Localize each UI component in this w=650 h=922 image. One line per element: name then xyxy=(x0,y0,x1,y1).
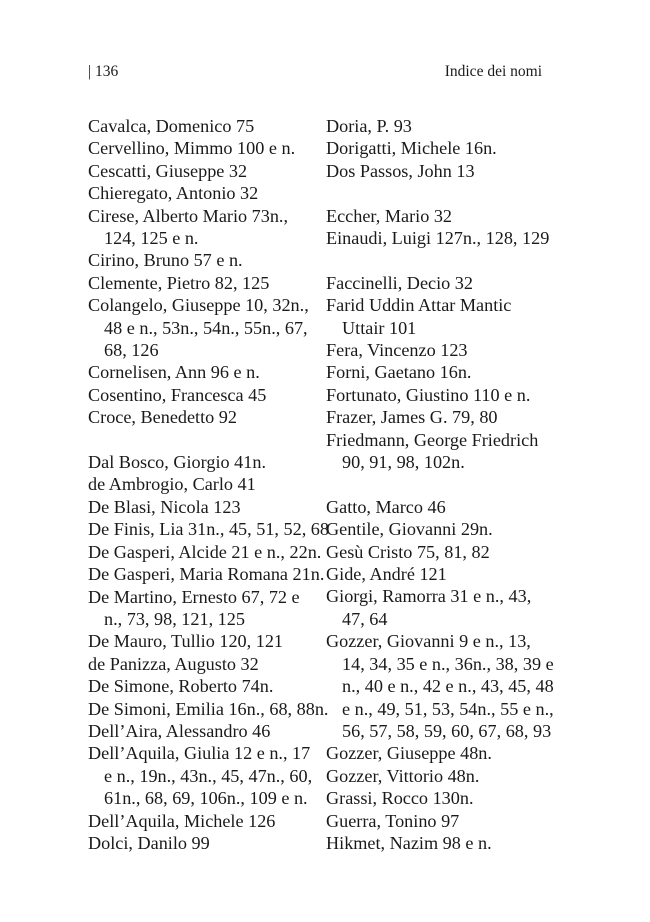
index-entry xyxy=(326,137,552,159)
index-entry-text: Dell’Aquila, Michele 126 xyxy=(88,810,276,831)
index-entry-continuation: Uttair 101 xyxy=(342,317,417,338)
index-entry-text: Doria, P. 93 xyxy=(326,116,412,136)
index-entry-text: De Finis, Lia 31n., 45, 51, 52, 68 xyxy=(88,519,329,540)
index-entry-text: Gide, André 121 xyxy=(326,564,447,585)
index-entry xyxy=(88,473,313,495)
index-entry xyxy=(326,429,552,474)
index-entry xyxy=(326,361,552,383)
index-entry xyxy=(326,227,552,249)
index-entry xyxy=(88,384,313,406)
index-entry-text: Cervellino, Mimmo 100 e n. xyxy=(88,138,296,159)
index-entry-text: De Simone, Roberto 74n. xyxy=(88,676,274,697)
index-entry-continuation: 68, 126 xyxy=(104,340,159,361)
index-entry xyxy=(88,810,313,832)
index-entry-continuation: 90, 91, 98, 102n. xyxy=(342,452,465,473)
index-entry-continuation: 48 e n., 53n., 54n., 55n., 67, xyxy=(104,317,308,338)
index-entry-text: Fortunato, Giustino 110 e n. xyxy=(326,384,531,405)
index-entry-text: Cirino, Bruno 57 e n. xyxy=(88,250,243,271)
index-entry xyxy=(326,742,552,764)
index-entry-continuation: 56, 57, 58, 59, 60, 67, 68, 93 xyxy=(342,720,552,741)
index-entry-text: Cavalca, Domenico 75 xyxy=(88,116,255,136)
index-entry-text: Dorigatti, Michele 16n. xyxy=(326,138,497,159)
index-entry xyxy=(88,518,329,540)
index-entry xyxy=(88,361,313,383)
index-entry-continuation: e n., 49, 51, 53, 54n., 55 e n., xyxy=(342,698,554,719)
index-entry xyxy=(326,160,552,182)
index-entry-text: de Ambrogio, Carlo 41 xyxy=(88,474,256,495)
index-entry-continuation: 47, 64 xyxy=(342,608,388,629)
index-entry-text: Faccinelli, Decio 32 xyxy=(326,272,473,293)
index-column-right xyxy=(326,115,552,854)
index-entry xyxy=(326,294,552,339)
index-entry-text: Dos Passos, John 13 xyxy=(326,160,475,181)
index-entry xyxy=(88,496,313,518)
index-entry-text: De Gasperi, Alcide 21 e n., 22n. xyxy=(88,541,322,562)
index-entry xyxy=(326,630,552,742)
index-entry xyxy=(88,720,313,742)
index-entry-continuation: n., 73, 98, 121, 125 xyxy=(104,608,245,629)
index-entry xyxy=(88,182,313,204)
index-letter-group xyxy=(326,496,552,855)
index-entry-text: De Blasi, Nicola 123 xyxy=(88,496,241,517)
index-entry-text: Dal Bosco, Giorgio 41n. xyxy=(88,452,266,473)
index-entry-text: Gozzer, Vittorio 48n. xyxy=(326,765,480,786)
index-entry-text: Grassi, Rocco 130n. xyxy=(326,788,474,809)
index-entry xyxy=(88,563,325,585)
index-entry xyxy=(326,518,552,540)
index-entry xyxy=(326,384,552,406)
index-entry xyxy=(88,205,313,250)
index-entry xyxy=(88,832,313,854)
index-entry-text: Hikmet, Nazim 98 e n. xyxy=(326,832,492,853)
index-entry-text: Gozzer, Giuseppe 48n. xyxy=(326,743,492,764)
index-entry xyxy=(326,563,552,585)
index-entry xyxy=(88,742,313,809)
index-entry-text: De Martino, Ernesto 67, 72 e xyxy=(88,586,300,607)
index-entry-text: Cescatti, Giuseppe 32 xyxy=(88,160,248,181)
index-entry-text: Gozzer, Giovanni 9 e n., 13, xyxy=(326,631,531,652)
index-entry xyxy=(88,630,313,652)
index-letter-group xyxy=(326,272,552,474)
index-entry-text: Cosentino, Francesca 45 xyxy=(88,384,267,405)
index-entry xyxy=(88,272,313,294)
index-entry-text: Forni, Gaetano 16n. xyxy=(326,362,472,383)
index-entry xyxy=(326,765,552,787)
index-entry xyxy=(326,205,552,227)
index-entry xyxy=(88,294,313,361)
running-header xyxy=(88,60,542,84)
index-entry-text: Cirese, Alberto Mario 73n., xyxy=(88,205,289,226)
index-entry xyxy=(326,810,552,832)
index-entry-continuation: 14, 34, 35 e n., 36n., 38, 39 e xyxy=(342,653,554,674)
index-entry-text: Guerra, Tonino 97 xyxy=(326,810,460,831)
index-entry-text: Frazer, James G. 79, 80 xyxy=(326,407,498,428)
index-entry-text: Clemente, Pietro 82, 125 xyxy=(88,272,270,293)
index-entry xyxy=(326,496,552,518)
index-entry-text: Fera, Vincenzo 123 xyxy=(326,340,468,361)
index-entry xyxy=(326,339,552,361)
index-entry-continuation: 124, 125 e n. xyxy=(104,228,199,249)
index-entry-text: Gesù Cristo 75, 81, 82 xyxy=(326,541,490,562)
index-entry-text: Colangelo, Giuseppe 10, 32n., xyxy=(88,295,309,316)
index-entry xyxy=(326,832,552,854)
index-entry xyxy=(88,698,329,720)
index-entry xyxy=(88,541,322,563)
index-entry xyxy=(88,137,313,159)
index-entry-text: Einaudi, Luigi 127n., 128, 129 xyxy=(326,228,550,249)
index-entry-text: Dolci, Danilo 99 xyxy=(88,832,210,853)
index-entry xyxy=(88,451,313,473)
page-number: | 136 xyxy=(88,63,119,80)
index-entry-text: De Mauro, Tullio 120, 121 xyxy=(88,631,284,652)
index-entry xyxy=(326,541,552,563)
index-entry xyxy=(88,160,313,182)
index-entry-text: Dell’Aira, Alessandro 46 xyxy=(88,720,271,741)
section-title: Indice dei nomi xyxy=(444,63,542,80)
index-entry xyxy=(88,653,313,675)
index-entry-text: Eccher, Mario 32 xyxy=(326,205,453,226)
index-letter-group xyxy=(88,115,313,429)
index-entry xyxy=(326,787,552,809)
index-entry xyxy=(88,249,313,271)
index-entry-continuation: n., 40 e n., 42 e n., 43, 45, 48 xyxy=(342,676,554,697)
index-entry-text: Gatto, Marco 46 xyxy=(326,496,446,517)
index-entry xyxy=(88,675,313,697)
index-entry xyxy=(88,586,313,631)
index-letter-group xyxy=(326,115,552,182)
index-column-left xyxy=(88,115,329,854)
index-entry-text: Giorgi, Ramorra 31 e n., 43, xyxy=(326,586,532,607)
index-entry-text: Friedmann, George Friedrich xyxy=(326,429,539,450)
index-entry-text: De Gasperi, Maria Romana 21n. xyxy=(88,564,325,585)
index-entry-text: Dell’Aquila, Giulia 12 e n., 17 xyxy=(88,743,311,764)
index-entry-text: Croce, Benedetto 92 xyxy=(88,407,237,428)
index-entry xyxy=(88,406,313,428)
index-entry-text: Gentile, Giovanni 29n. xyxy=(326,519,493,540)
index-letter-group xyxy=(88,451,329,854)
index-entry-text: De Simoni, Emilia 16n., 68, 88n. xyxy=(88,698,329,719)
index-entry-text: de Panizza, Augusto 32 xyxy=(88,653,259,674)
index-entry-text: Chieregato, Antonio 32 xyxy=(88,183,259,204)
index-letter-group xyxy=(326,205,552,250)
index-entry-continuation: 61n., 68, 69, 106n., 109 e n. xyxy=(104,788,308,809)
index-entry xyxy=(326,115,552,137)
index-entry xyxy=(326,585,552,630)
index-entry-continuation: e n., 19n., 43n., 45, 47n., 60, xyxy=(104,765,313,786)
index-entry xyxy=(88,115,313,137)
index-entry-text: Farid Uddin Attar Mantic xyxy=(326,295,512,316)
index-entry xyxy=(326,406,552,428)
index-entry-text: Cornelisen, Ann 96 e n. xyxy=(88,362,260,383)
index-entry xyxy=(326,272,552,294)
